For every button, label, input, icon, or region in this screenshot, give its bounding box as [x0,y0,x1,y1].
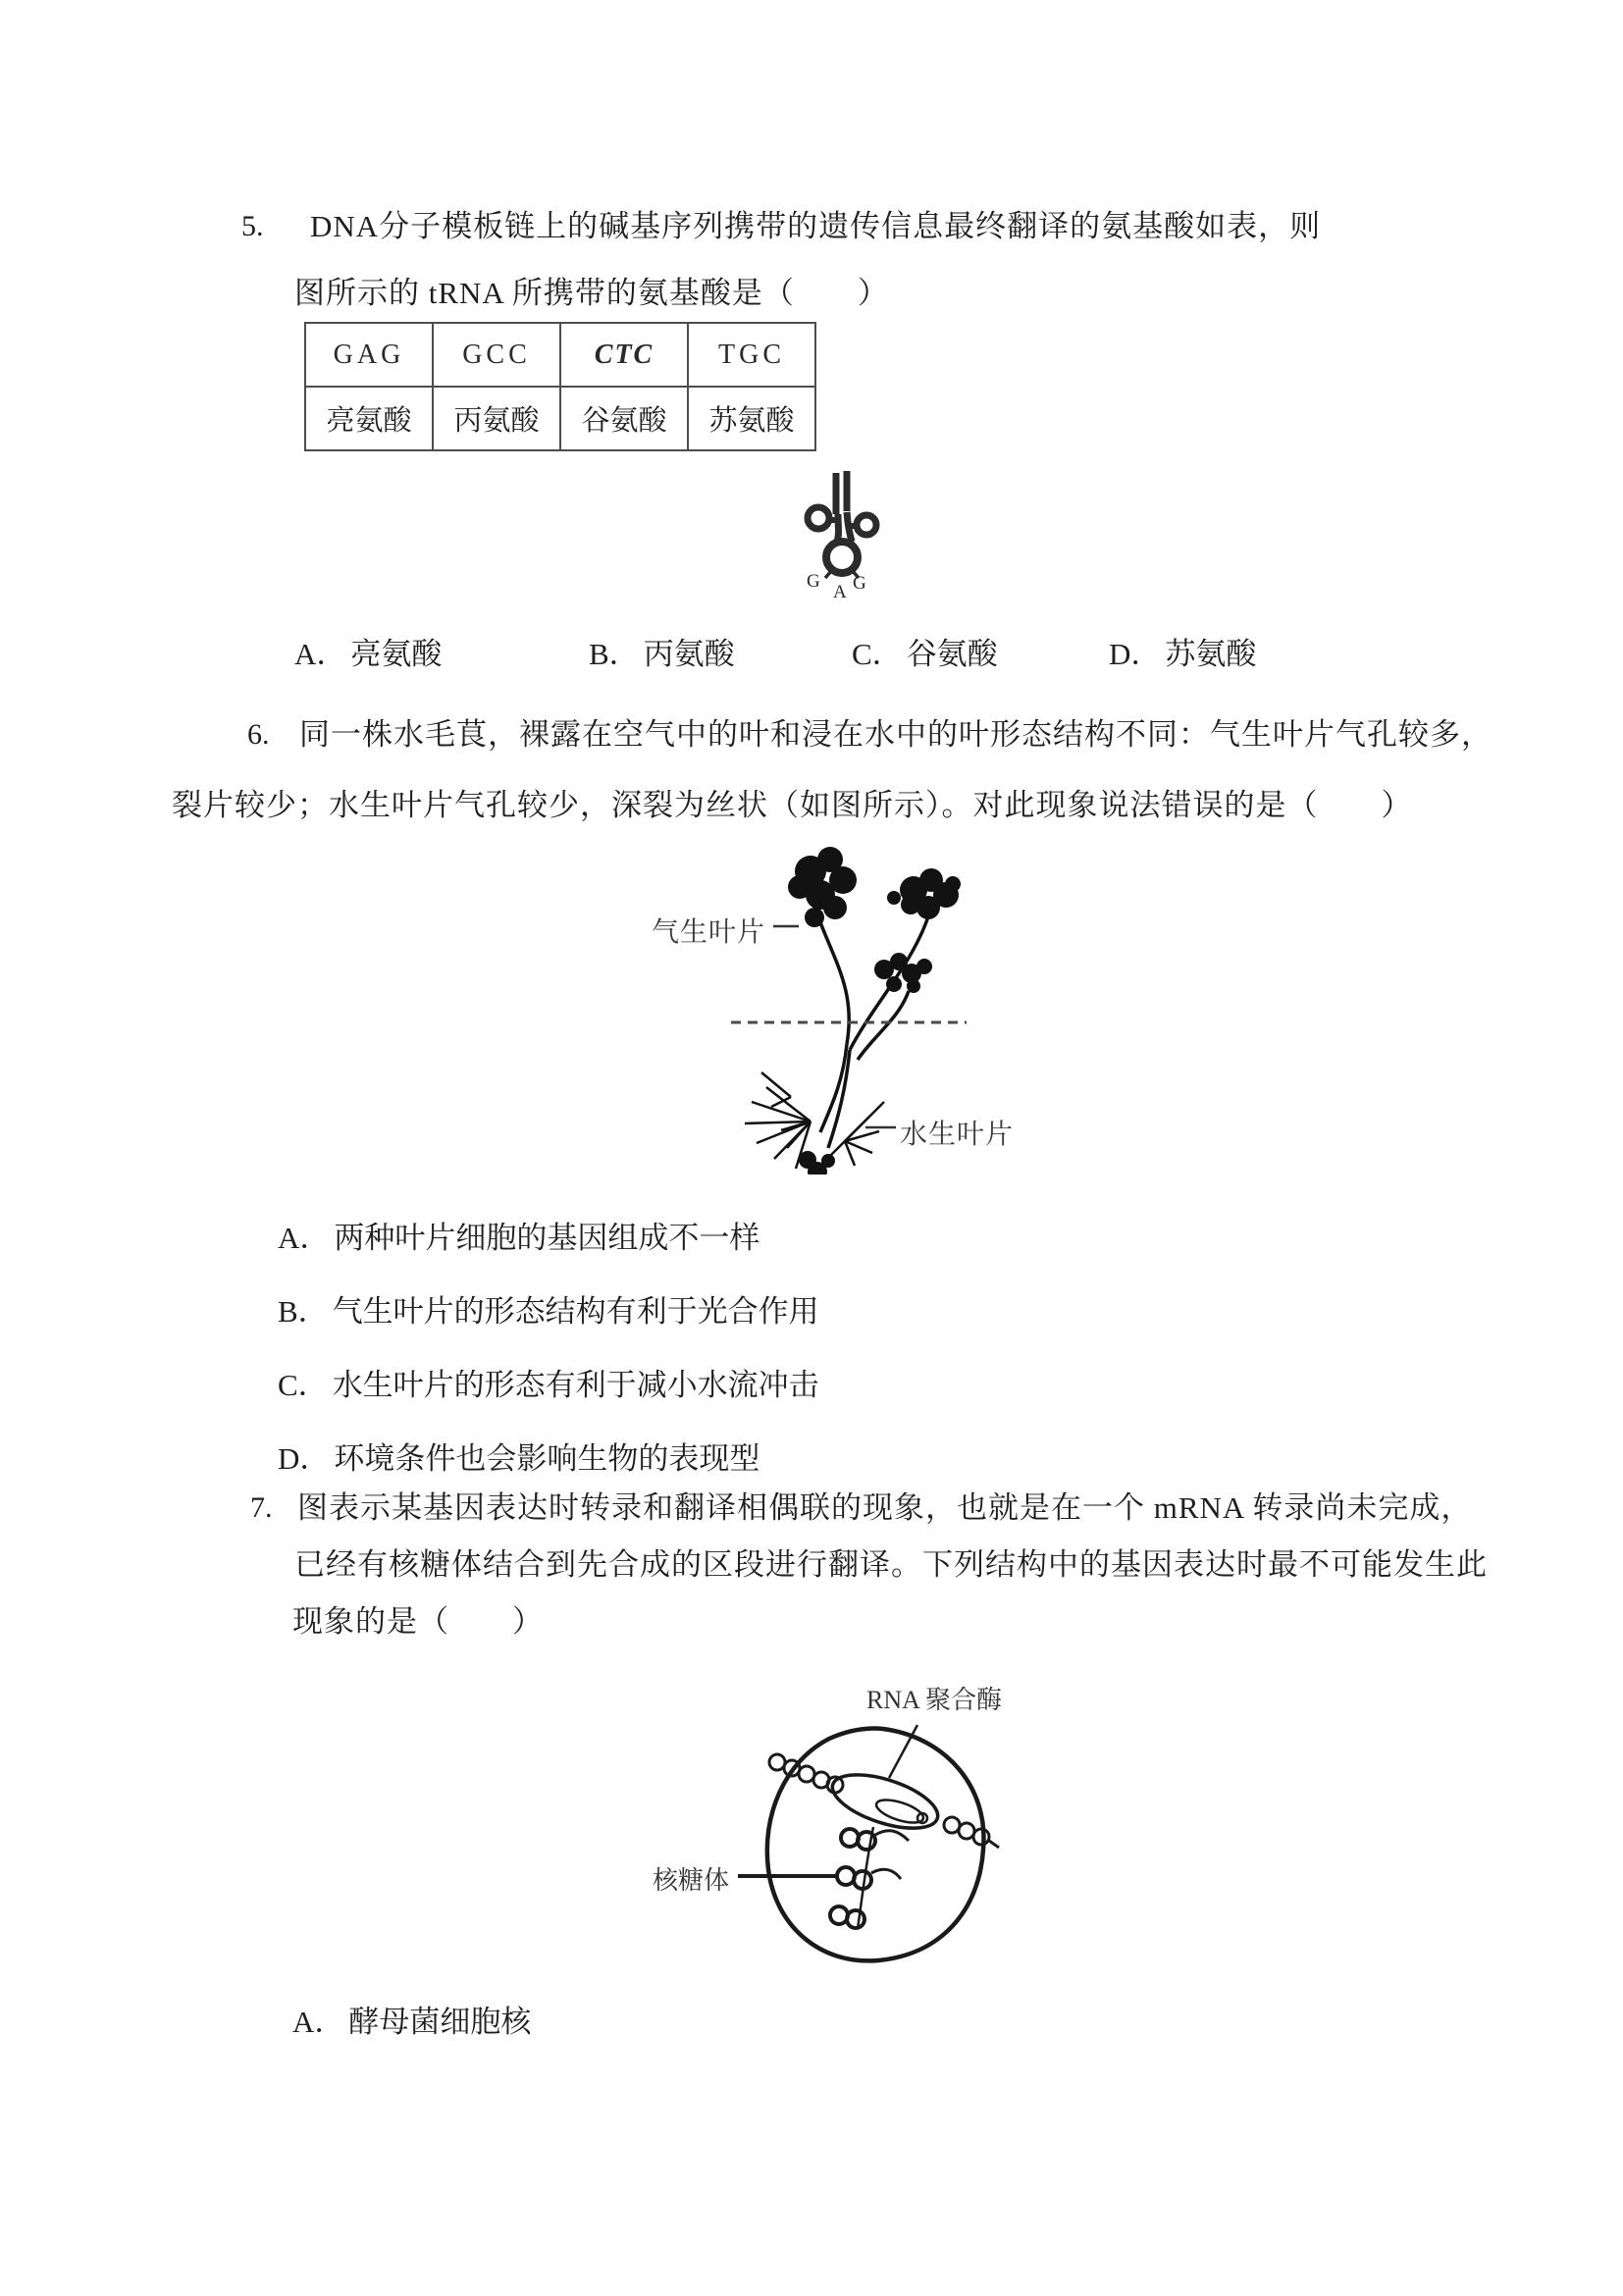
rna-polymerase-label: RNA 聚合酶 [866,1686,1002,1714]
q7-number: 7. [250,1491,273,1524]
aerial-leaf-cluster-small [874,953,932,993]
option-letter: B． [589,637,640,671]
amino-cell-thr: 苏氨酸 [688,387,815,450]
trna-left-loop [808,507,829,529]
option-letter: A． [278,1221,331,1255]
option-letter: D． [278,1441,331,1476]
ribosome-label: 核糖体 [653,1866,730,1895]
codon-cell-ctc: CTC [560,323,688,387]
option-letter: C． [852,637,903,671]
option-text: 丙氨酸 [643,637,735,671]
trna-right-loop [857,515,876,535]
q6-option-c [278,1367,819,1404]
q5-option-d [1109,636,1256,673]
trna-figure [795,469,893,611]
aquatic-leaf-filaments [745,1072,884,1169]
option-letter: A． [294,637,347,671]
option-letter: A． [292,2005,345,2039]
codon-row [305,323,815,387]
option-text: 两种叶片细胞的基因组成不一样 [334,1221,760,1255]
dna-chain-right [944,1817,999,1848]
option-letter: D． [1109,637,1162,671]
option-text: 苏氨酸 [1165,637,1257,671]
codon-cell-gag: GAG [305,323,433,387]
cell-diagram [628,1668,1040,1992]
q6-option-d [278,1440,759,1478]
q6-number: 6. [247,718,270,751]
aquatic-leaf-base [799,1151,835,1174]
q7-text-line1: 图表示某基因表达时转录和翻译相偶联的现象，也就是在一个 mRNA 转录尚未完成， [297,1490,1473,1525]
option-text: 酵母菌细胞核 [348,2005,532,2039]
aquatic-leaf-label: 水生叶片 [900,1120,1015,1150]
option-text: 水生叶片的形态有利于减小水流冲击 [332,1368,819,1402]
amino-acid-row [305,387,815,450]
option-text: 亮氨酸 [350,637,443,671]
q5-option-a [294,636,442,673]
aerial-leaf-cluster-right [887,868,961,919]
codon-table [304,322,816,451]
codon-cell-tgc: TGC [688,323,815,387]
q5-number: 5. [241,210,264,242]
option-text: 谷氨酸 [906,637,998,671]
q6-text-line1: 同一株水毛茛，裸露在空气中的叶和浸在水中的叶形态结构不同：气生叶片气孔较多， [299,717,1492,752]
q5-text-line1: DNA分子模板链上的碱基序列携带的遗传信息最终翻译的氨基酸如表，则 [310,209,1322,243]
q6-option-b [278,1293,819,1331]
codon-cell-gcc: GCC [433,323,560,387]
anticodon-letter-3: G [853,573,866,594]
trna-anticodon-loop [826,542,858,573]
amino-cell-glu: 谷氨酸 [560,387,688,450]
rna-polymerase-shape [826,1764,944,1839]
option-text: 气生叶片的形态结构有利于光合作用 [332,1294,819,1329]
option-letter: C． [278,1368,329,1402]
option-letter: B． [278,1294,329,1329]
q7-text-line3: 现象的是（ ） [292,1604,544,1639]
plant-figure [618,836,1030,1174]
q7-text-line2: 已经有核糖体结合到先合成的区段进行翻译。下列结构中的基因表达时最不可能发生此 [294,1547,1488,1582]
q5-option-b [589,636,735,673]
cell-figure [628,1668,1040,1992]
option-text: 环境条件也会影响生物的表现型 [334,1441,760,1476]
q6-text-line2: 裂片较少；水生叶片气孔较少，深裂为丝状（如图所示）。对此现象说法错误的是（ ） [172,788,1413,822]
q5-option-c [852,636,998,673]
aerial-leaf-label: 气生叶片 [652,917,766,948]
amino-cell-leu: 亮氨酸 [305,387,433,450]
q6-option-a [278,1220,759,1257]
q7-option-a [292,2004,531,2041]
anticodon-letter-1: G [807,571,820,592]
q5-text-line2: 图所示的 tRNA 所携带的氨基酸是（ ） [294,276,889,310]
amino-cell-ala: 丙氨酸 [433,387,560,450]
aerial-leaf-cluster-left [788,847,857,927]
anticodon-letter-2: A [833,582,847,602]
